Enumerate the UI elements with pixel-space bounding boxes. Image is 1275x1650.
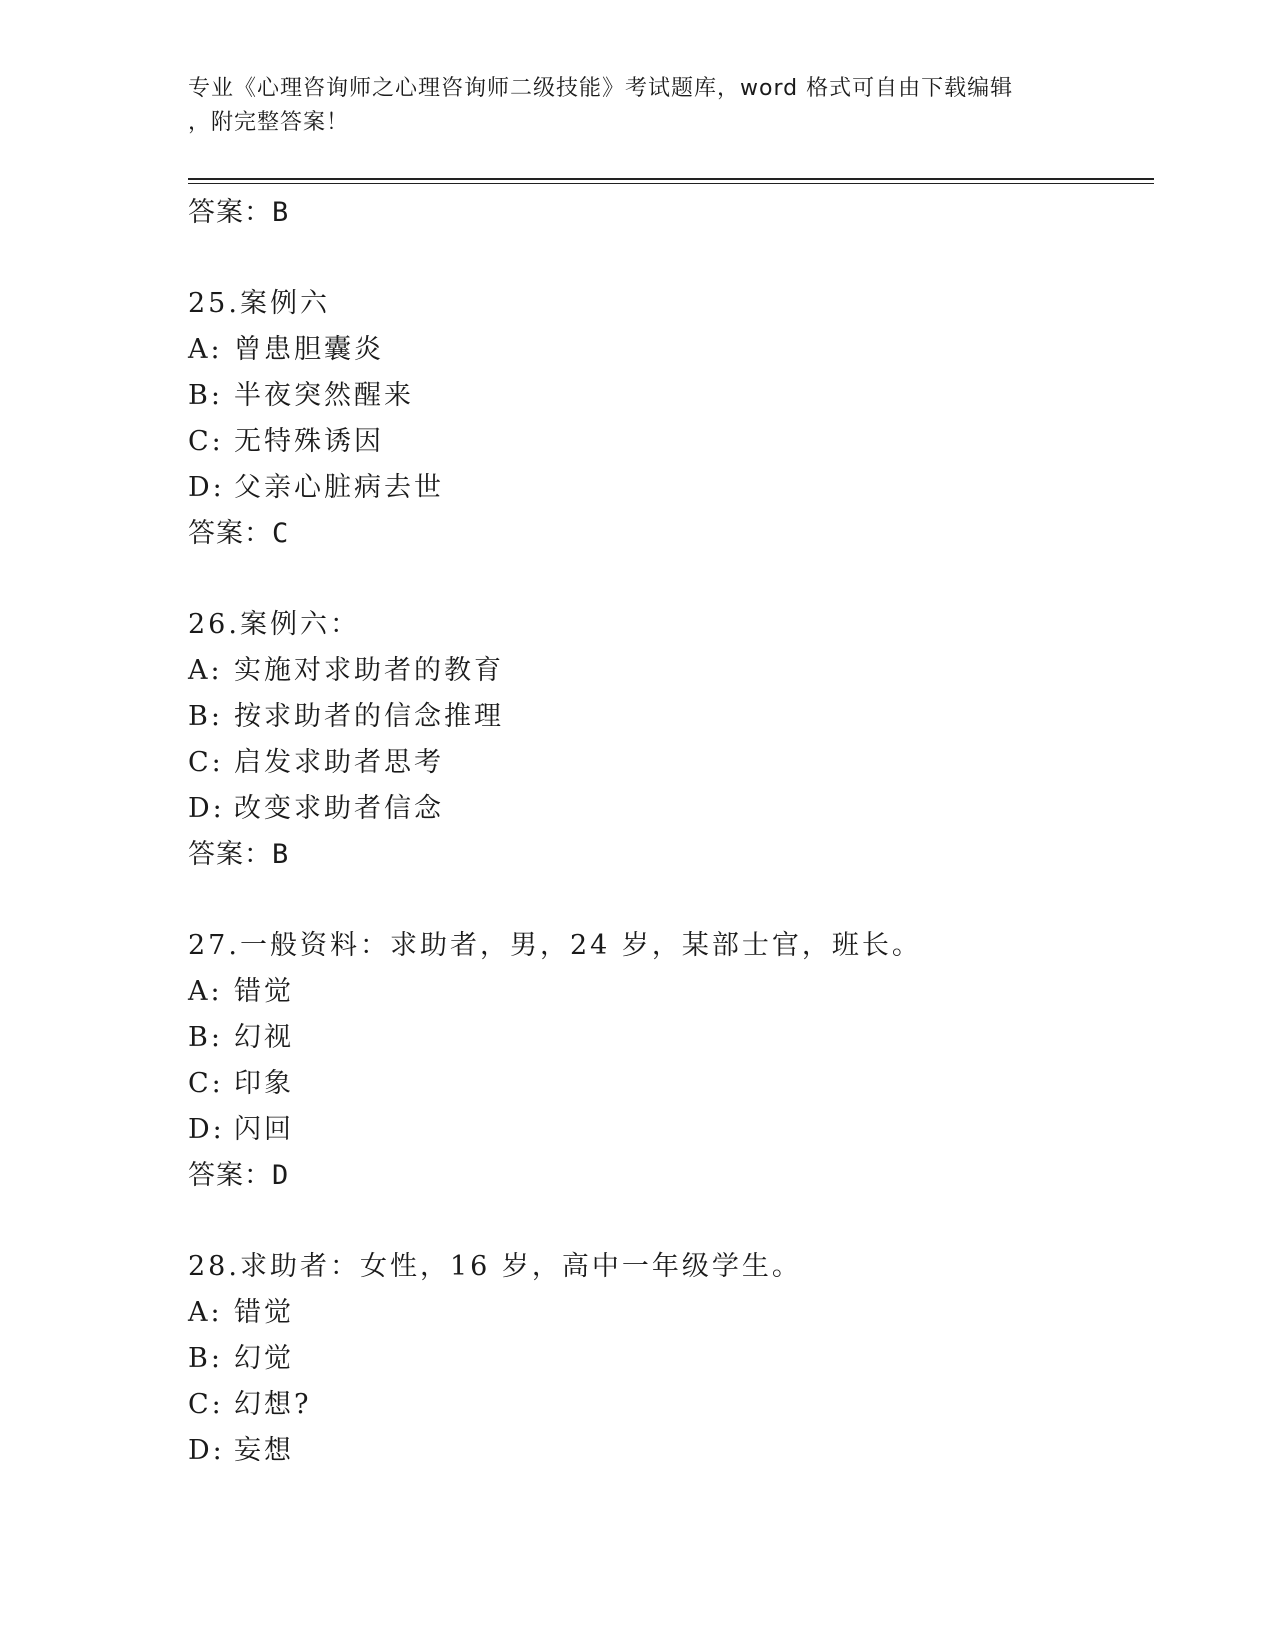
option-text: 幻觉 xyxy=(234,1343,294,1374)
question-title: 25.案例六 xyxy=(188,288,330,319)
question-list xyxy=(188,190,1148,1474)
spacer xyxy=(188,557,1148,602)
option-key: A: xyxy=(188,334,223,365)
spacer xyxy=(188,1199,1148,1244)
answer-line xyxy=(188,190,1148,236)
option-d xyxy=(188,465,1148,511)
answer-line xyxy=(188,1153,1148,1199)
option-key: B: xyxy=(188,380,223,411)
option-key: C: xyxy=(188,1389,224,1420)
option-b xyxy=(188,373,1148,419)
answer-value: D xyxy=(272,1160,290,1191)
answer-value: C xyxy=(272,518,290,549)
option-key: D: xyxy=(188,472,225,503)
option-key: B: xyxy=(188,1343,223,1374)
option-c xyxy=(188,1061,1148,1107)
option-key: C: xyxy=(188,1068,224,1099)
header-line-1: 专业《心理咨询师之心理咨询师二级技能》考试题库，word 格式可自由下载编辑 xyxy=(188,76,1014,101)
option-c xyxy=(188,1382,1148,1428)
answer-line xyxy=(188,511,1148,557)
option-text: 父亲心脏病去世 xyxy=(234,472,444,503)
option-d xyxy=(188,1107,1148,1153)
answer-line xyxy=(188,832,1148,878)
option-text: 实施对求助者的教育 xyxy=(234,655,504,686)
answer-value: B xyxy=(272,839,290,870)
header-divider-thick xyxy=(188,178,1154,180)
option-key: B: xyxy=(188,1022,223,1053)
answer-value: B xyxy=(272,197,290,228)
option-text: 改变求助者信念 xyxy=(234,793,444,824)
option-key: A: xyxy=(188,1297,223,1328)
option-b xyxy=(188,1015,1148,1061)
question-title: 28.求助者：女性，16 岁，高中一年级学生。 xyxy=(188,1251,802,1282)
option-key: D: xyxy=(188,793,225,824)
option-text: 无特殊诱因 xyxy=(234,426,384,457)
option-text: 错觉 xyxy=(234,1297,294,1328)
header-divider-thin xyxy=(188,183,1154,184)
answer-label: 答案： xyxy=(188,1160,272,1191)
option-key: D: xyxy=(188,1114,225,1145)
option-text: 妄想 xyxy=(234,1435,294,1466)
option-key: C: xyxy=(188,747,224,778)
option-a xyxy=(188,969,1148,1015)
option-a xyxy=(188,327,1148,373)
option-b xyxy=(188,694,1148,740)
spacer xyxy=(188,236,1148,281)
answer-label: 答案： xyxy=(188,839,272,870)
option-text: 按求助者的信念推理 xyxy=(234,701,504,732)
option-text: 曾患胆囊炎 xyxy=(234,334,384,365)
spacer xyxy=(188,878,1148,923)
option-text: 幻视 xyxy=(234,1022,294,1053)
answer-label: 答案： xyxy=(188,518,272,549)
option-c xyxy=(188,740,1148,786)
option-d xyxy=(188,786,1148,832)
option-text: 启发求助者思考 xyxy=(234,747,444,778)
option-a xyxy=(188,1290,1148,1336)
option-key: B: xyxy=(188,701,223,732)
question-title: 26.案例六： xyxy=(188,609,360,640)
option-key: A: xyxy=(188,655,223,686)
option-b xyxy=(188,1336,1148,1382)
option-key: C: xyxy=(188,426,224,457)
option-text: 闪回 xyxy=(234,1114,294,1145)
question-title: 27.一般资料：求助者，男，24 岁，某部士官，班长。 xyxy=(188,930,922,961)
option-text: 半夜突然醒来 xyxy=(234,380,414,411)
option-c xyxy=(188,419,1148,465)
option-text: 幻想? xyxy=(234,1389,312,1420)
option-text: 错觉 xyxy=(234,976,294,1007)
option-text: 印象 xyxy=(234,1068,294,1099)
option-key: D: xyxy=(188,1435,225,1466)
option-key: A: xyxy=(188,976,223,1007)
answer-label: 答案： xyxy=(188,197,272,228)
option-d xyxy=(188,1428,1148,1474)
header-line-2: ，附完整答案！ xyxy=(188,110,350,135)
option-a xyxy=(188,648,1148,694)
document-header xyxy=(188,72,1068,140)
